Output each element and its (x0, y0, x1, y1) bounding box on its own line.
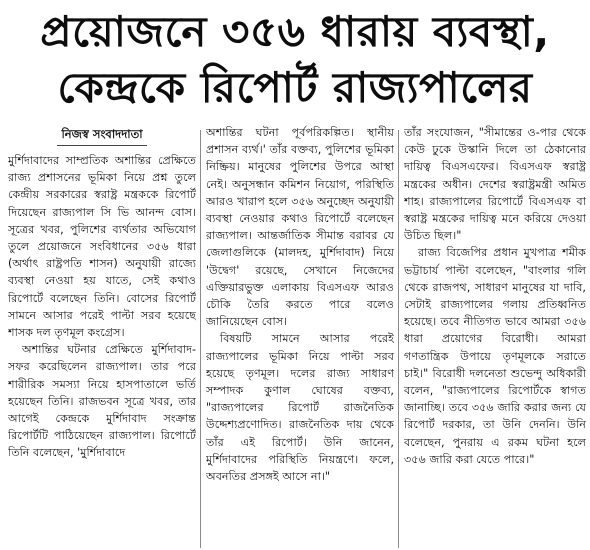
byline-text: নিজস্ব সংবাদদাতা (57, 126, 146, 146)
article-column-1 (8, 124, 196, 548)
article-column-3 (404, 124, 586, 548)
article-columns (0, 124, 590, 548)
headline-line-2: কেন্দ্রকে রিপোর্ট রাজ্যপালের (57, 63, 533, 112)
article-column-2 (206, 124, 394, 548)
column-1-paragraph-1: মুর্শিদাবাদের সাম্প্রতিক অশান্তির প্রেক্ষিতে রাজ্য প্রশাসনের ভূমিকা নিয়ে প্রশ্ন তুলে কেন্দ্রীয় সরকারের স্বরাষ্ট্র মন্ত্রককে রিপোর্ট দিয়েছেন রাজ্যপাল সি ভি আনন্দ বোস। সূত্রের খবর, পুলিশের ব্যর্থতার অভিযোগ তুলে প্রয়োজনে সংবিধানের ৩৫৬ ধারা (অর্থাৎ রাষ্ট্রপতি শাসন) অনুযায়ী রাজ্যে ব্যবস্থা নেওয়া হয় যাতে, সেই কথাও রিপোর্টে বলেছেন তিনি। বোসের রিপোর্ট সামনে আসার পরেই পাল্টা সরব হয়েছে শাসক দল তৃণমূল কংগ্রেস। (8, 154, 196, 340)
headline (0, 4, 590, 116)
byline (8, 126, 196, 146)
headline-line-1: প্রয়োজনে ৩৫৬ ধারায় ব্যবস্থা, (40, 7, 550, 56)
column-1-paragraph-2: অশান্তির ঘটনার প্রেক্ষিতে মুর্শিদাবাদ-সফর করেছিলেন রাজ্যপাল। তার পরে শারীরিক সমস্যা নিয়ে হাসপাতালে ভর্তি হয়েছেন তিনি। রাজভবন সূত্রে খবর, তার আগেই কেন্দ্রকে মুর্শিদাবাদ সংক্রান্ত রিপোর্টটি পাঠিয়েছেন রাজ্যপাল। রিপোর্টে তিনি বলেছেন, 'মুর্শিদাবাদে (8, 343, 196, 460)
column-divider-1 (200, 130, 201, 548)
column-divider-2 (398, 130, 399, 548)
column-2-paragraph-1: অশান্তির ঘটনা পূর্বপরিকল্পিত। স্থানীয় প্রশাসন ব্যর্থ।' তাঁর বক্তব্য, পুলিশের ভূমিকা নিষ্ক্রিয়। মানুষের পুলিশের উপরে আস্থা নেই। অনুসন্ধান কমিশন নিয়োগ, পরিস্থিতি আরও খারাপ হলে ৩৫৬ অনুচ্ছেদ অনুযায়ী ব্যবস্থা নেওয়ার কথাও রিপোর্টে বলেছেন রাজ্যপাল। আন্তর্জাতিক সীমান্ত বরাবর যে জেলাগুলিকে (মালদহ, মুর্শিদাবাদ) নিয়ে 'উদ্বেগ' রয়েছে, সেখানে নিজেদের এক্তিয়ারভুক্ত এলাকায় বিএসএফ আরও চৌকি তৈরি করতে পারে বলেও জানিয়েছেন বোস। (206, 126, 394, 329)
column-3-paragraph-1: তাঁর সংযোজন, "সীমান্তের ও-পার থেকে কেউ ঢুকে উস্কানি দিলে তা ঠেকানোর দায়িত্ব বিএসএফের। বিএসএফ স্বরাষ্ট্র মন্ত্রকের অধীন। দেশের স্বরাষ্ট্রমন্ত্রী অমিত শাহ। রাজ্যপালের রিপোর্টে বিএসএফ বা স্বরাষ্ট্র মন্ত্রকের দায়িত্ব মনে করিয়ে দেওয়া উচিত ছিল।" (404, 126, 586, 243)
column-2-paragraph-2: বিষয়টি সামনে আসার পরেই রাজ্যপালের ভূমিকা নিয়ে পাল্টা সরব হয়েছে তৃণমূল। দলের রাজ্য সাধারণ সম্পাদক কুণাল ঘোষের বক্তব্য, "রাজ্যপালের রিপোর্ট রাজনৈতিক উদ্দেশ্যপ্রণোদিত। রাজনৈতিক দায় থেকে তাঁর এই রিপোর্ট। উনি জানেন, মুর্শিদাবাদের পরিস্থিতি নিয়ন্ত্রণে। ফলে, অবনতির প্রসঙ্গই আসে না।" (206, 332, 394, 484)
column-3-paragraph-2: রাজ্য বিজেপির প্রধান মুখপাত্র শমীক ভট্টাচার্য পাল্টা বলেছেন, "বাংলার গলি থেকে রাজপথ, সাধারণ মানুষের যা দাবি, সেটাই রাজ্যপালের গলায় প্রতিধ্বনিত হয়েছে। তবে নীতিগত ভাবে আমরা ৩৫৬ ধারা প্রয়োগের বিরোধী। আমরা গণতান্ত্রিক উপায়ে তৃণমূলকে সরাতে চাই।" বিরোধী দলনেতা শুভেন্দু অধিকারী বলেন, "রাজ্যপালের রিপোর্টকে স্বাগত জানাচ্ছি। তবে ৩৫৬ জারি করার জন্য যে রিপোর্ট দরকার, তা উনি দেননি। উনি বলেছেন, পুনরায় এ রকম ঘটনা হলে ৩৫৬ জারি করা যেতে পারে।" (404, 246, 586, 466)
